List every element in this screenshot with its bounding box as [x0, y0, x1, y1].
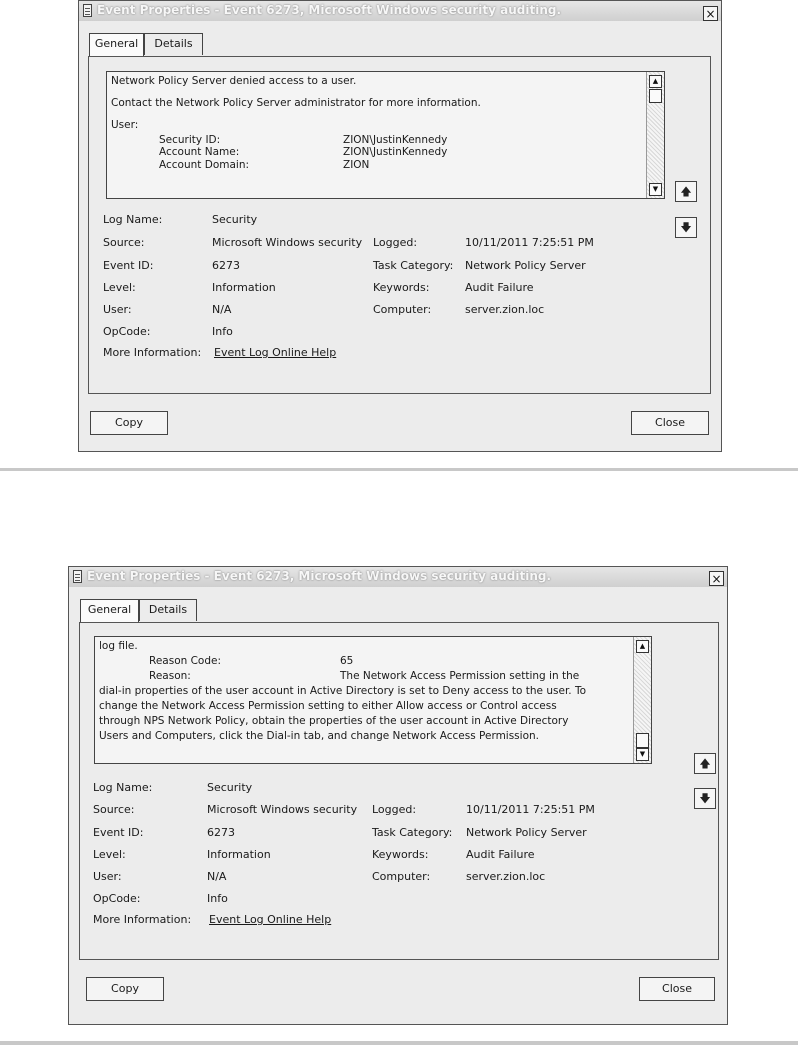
general-tab-panel	[88, 56, 711, 394]
user-value: N/A	[212, 303, 232, 316]
scroll-thumb[interactable]	[636, 733, 649, 748]
description-line: change the Network Access Permission setting to either Allow access or Control access	[99, 700, 557, 712]
user-section-header: User:	[111, 119, 139, 131]
user-label: User:	[103, 303, 132, 316]
event-log-online-help-link[interactable]: Event Log Online Help	[214, 346, 337, 359]
next-event-button[interactable]: 🡇	[694, 788, 716, 809]
computer-label: Computer:	[372, 870, 431, 883]
close-button[interactable]: Close	[631, 411, 709, 435]
event-description[interactable]	[94, 636, 652, 764]
account-domain-value: ZION	[343, 159, 370, 171]
account-domain-label: Account Domain:	[159, 159, 250, 171]
logged-value: 10/11/2011 7:25:51 PM	[466, 803, 595, 816]
log-name-label: Log Name:	[103, 213, 163, 226]
task-category-value: Network Policy Server	[465, 259, 586, 272]
separator	[0, 468, 798, 471]
opcode-value: Info	[212, 325, 233, 338]
logged-label: Logged:	[373, 236, 418, 249]
event-id-value: 6273	[212, 259, 240, 272]
scroll-down-icon[interactable]: ▼	[636, 748, 649, 761]
reason-row	[99, 669, 632, 684]
level-label: Level:	[103, 281, 136, 294]
description-scrollbar[interactable]	[633, 637, 651, 763]
title-bar	[69, 567, 727, 587]
scroll-down-icon[interactable]: ▼	[649, 183, 662, 196]
title-bar	[79, 1, 721, 21]
log-name-value: Security	[212, 213, 258, 226]
close-icon[interactable]: ×	[709, 571, 724, 586]
security-id-value: ZION\JustinKennedy	[343, 134, 448, 146]
computer-value: server.zion.loc	[465, 303, 545, 316]
description-line: log file.	[99, 640, 138, 652]
event-properties-dialog-2	[68, 566, 728, 1025]
tab-general[interactable]: General	[80, 599, 139, 622]
level-value: Information	[212, 281, 276, 294]
log-name-label: Log Name:	[93, 781, 153, 794]
previous-event-button[interactable]: 🡅	[675, 181, 697, 202]
level-value: Information	[207, 848, 271, 861]
keywords-label: Keywords:	[372, 848, 429, 861]
description-line: Network Policy Server denied access to a user.	[111, 75, 357, 87]
account-name-label: Account Name:	[159, 146, 240, 158]
opcode-value: Info	[207, 892, 228, 905]
reason-label: Reason:	[149, 670, 191, 682]
tab-details[interactable]: Details	[139, 599, 197, 621]
task-category-value: Network Policy Server	[466, 826, 587, 839]
event-viewer-icon	[73, 570, 82, 583]
logged-label: Logged:	[372, 803, 417, 816]
reason-code-row	[99, 654, 632, 669]
event-id-label: Event ID:	[103, 259, 154, 272]
logged-value: 10/11/2011 7:25:51 PM	[465, 236, 594, 249]
source-value: Microsoft Windows security	[212, 236, 363, 249]
more-information-label: More Information:	[103, 346, 202, 359]
description-line: through NPS Network Policy, obtain the properties of the user account in Active Directory	[99, 715, 569, 727]
description-line: dial-in properties of the user account in Active Directory is set to Deny access to the user. To	[99, 685, 587, 697]
user-value: N/A	[207, 870, 227, 883]
close-button[interactable]: Close	[639, 977, 715, 1001]
reason-code-label: Reason Code:	[149, 655, 222, 667]
opcode-label: OpCode:	[103, 325, 151, 338]
description-scrollbar[interactable]	[646, 72, 664, 198]
tab-general[interactable]: General	[89, 33, 144, 56]
dialog-title: Event Properties - Event 6273, Microsoft Windows security auditing.	[87, 569, 552, 583]
event-viewer-icon	[83, 4, 92, 17]
reason-value-start: The Network Access Permission setting in the	[340, 670, 580, 682]
previous-event-button[interactable]: 🡅	[694, 753, 716, 774]
dialog-title: Event Properties - Event 6273, Microsoft Windows security auditing.	[97, 3, 562, 17]
copy-button[interactable]: Copy	[86, 977, 164, 1001]
account-name-value: ZION\JustinKennedy	[343, 146, 448, 158]
event-description[interactable]	[106, 71, 665, 199]
reason-code-value: 65	[340, 655, 354, 667]
task-category-label: Task Category:	[372, 826, 453, 839]
event-log-online-help-link[interactable]: Event Log Online Help	[209, 913, 332, 926]
source-label: Source:	[93, 803, 135, 816]
close-icon[interactable]: ×	[703, 6, 718, 21]
keywords-value: Audit Failure	[466, 848, 535, 861]
more-information-label: More Information:	[93, 913, 192, 926]
user-label: User:	[93, 870, 122, 883]
separator	[0, 1041, 798, 1045]
level-label: Level:	[93, 848, 126, 861]
general-tab-panel	[79, 622, 719, 960]
computer-label: Computer:	[373, 303, 432, 316]
description-line: Contact the Network Policy Server administrator for more information.	[111, 97, 481, 109]
scroll-up-icon[interactable]: ▲	[636, 640, 649, 653]
event-id-label: Event ID:	[93, 826, 144, 839]
scroll-up-icon[interactable]: ▲	[649, 75, 662, 88]
keywords-value: Audit Failure	[465, 281, 534, 294]
task-category-label: Task Category:	[373, 259, 454, 272]
account-domain-row	[111, 159, 644, 174]
description-line: Users and Computers, click the Dial-in tab, and change Network Access Permission.	[99, 730, 539, 742]
next-event-button[interactable]: 🡇	[675, 217, 697, 238]
source-label: Source:	[103, 236, 145, 249]
computer-value: server.zion.loc	[466, 870, 546, 883]
security-id-label: Security ID:	[159, 134, 221, 146]
scroll-thumb[interactable]	[649, 89, 662, 103]
opcode-label: OpCode:	[93, 892, 141, 905]
event-properties-dialog-1	[78, 0, 722, 452]
log-name-value: Security	[207, 781, 253, 794]
copy-button[interactable]: Copy	[90, 411, 168, 435]
event-id-value: 6273	[207, 826, 235, 839]
keywords-label: Keywords:	[373, 281, 430, 294]
tab-details[interactable]: Details	[144, 33, 203, 55]
source-value: Microsoft Windows security	[207, 803, 358, 816]
